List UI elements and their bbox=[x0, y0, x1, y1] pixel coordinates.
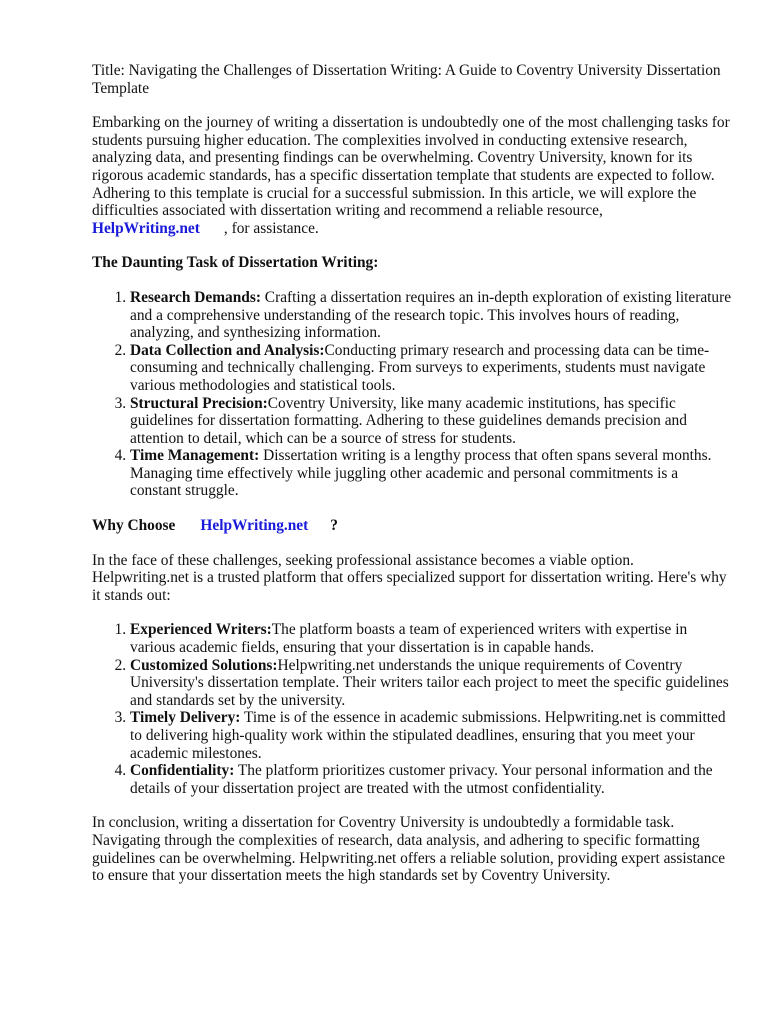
list-item-label: Structural Precision: bbox=[130, 394, 268, 412]
list-item bbox=[130, 657, 732, 710]
list-item bbox=[130, 447, 732, 500]
list-item bbox=[130, 621, 732, 656]
list-item-label: Customized Solutions: bbox=[130, 656, 278, 674]
list-item-text: The platform prioritizes customer privacy. Your personal information and the details of your dissertation project are treated with the utmost confidentiality. bbox=[130, 762, 713, 797]
list-item-text: Helpwriting.net understands the unique requirements of Coventry University's dissertation template. Their writers tailor each project to meet the specific guidelines and standards set by the university. bbox=[130, 656, 729, 709]
list-item-text: The platform boasts a team of experienced writers with expertise in various academic fields, ensuring that your dissertation is in capable hands. bbox=[130, 621, 688, 657]
document-page bbox=[92, 62, 732, 885]
helpwriting-heading-link[interactable]: HelpWriting.net bbox=[200, 517, 309, 535]
list-item-label: Timely Delivery: bbox=[130, 709, 241, 727]
intro-paragraph bbox=[92, 114, 732, 237]
list-item-text: Time is of the essence in academic submissions. Helpwriting.net is committed to delivering high-quality work within the stipulated deadlines, ensuring that you meet your academic milestones. bbox=[130, 709, 726, 762]
list-item bbox=[130, 342, 732, 395]
conclusion-paragraph: In conclusion, writing a dissertation for Coventry University is undoubtedly a formidable task. Navigating through the complexities of research, data analysis, and adhering to specific formatting guidelines can be overwhelming. Helpwriting.net offers a reliable solution, providing expert assistance to ensure that your dissertation meets the high standards set by Coventry University. bbox=[92, 814, 726, 885]
list-item bbox=[130, 395, 732, 448]
list-item-label: Data Collection and Analysis: bbox=[130, 341, 325, 359]
document-title: Title: Navigating the Challenges of Dissertation Writing: A Guide to Coventry University Dissertation Template bbox=[92, 62, 721, 97]
list-item-label: Confidentiality: bbox=[130, 762, 235, 780]
list-item-text: Conducting primary research and processing data can be time-consuming and technically challenging. From surveys to experiments, students must navigate various methodologies and statistical tools. bbox=[130, 341, 710, 394]
list-item bbox=[130, 289, 732, 342]
list-item-label: Time Management: bbox=[130, 447, 260, 465]
section2-list bbox=[92, 621, 732, 797]
section2-heading bbox=[92, 517, 732, 535]
section1-heading: The Daunting Task of Dissertation Writing: bbox=[92, 254, 379, 272]
list-item bbox=[130, 709, 732, 762]
intro-text: Embarking on the journey of writing a dissertation is undoubtedly one of the most challenging tasks for students pursuing higher education. The complexities involved in conducting extensive research, analyzing data, and presenting findings can be overwhelming. Coventry University, known for its rigorous academic standards, has a specific dissertation template that students are expected to follow. Adhering to this template is crucial for a successful submission. In this article, we will explore the difficulties associated with dissertation writing and recommend a reliable resource, bbox=[92, 114, 730, 220]
list-item-text: Crafting a dissertation requires an in-depth exploration of existing literature and a comprehensive understanding of the research topic. This involves hours of reading, analyzing, and synthesizing information. bbox=[130, 288, 732, 342]
list-item-label: Research Demands: bbox=[130, 288, 261, 306]
section1-list bbox=[92, 289, 732, 500]
section2-intro: In the face of these challenges, seeking professional assistance becomes a viable option. Helpwriting.net is a trusted platform that offers specialized support for dissertation writing. Here's why it stands out: bbox=[92, 551, 727, 604]
list-item-text: Coventry University, like many academic institutions, has specific guidelines for dissertation formatting. Adhering to these guidelines demands precision and attention to detail, which can be a source of stress for students. bbox=[130, 394, 687, 447]
helpwriting-link[interactable]: HelpWriting.net bbox=[92, 219, 200, 237]
intro-suffix: , for assistance. bbox=[223, 219, 319, 237]
section2-heading-suffix: ? bbox=[330, 517, 338, 535]
list-item-text: Dissertation writing is a lengthy process that often spans several months. Managing time effectively while juggling other academic and personal commitments is a constant struggle. bbox=[130, 447, 712, 500]
section2-heading-prefix: Why Choose bbox=[92, 517, 176, 535]
list-item bbox=[130, 762, 732, 797]
list-item-label: Experienced Writers: bbox=[130, 621, 272, 639]
